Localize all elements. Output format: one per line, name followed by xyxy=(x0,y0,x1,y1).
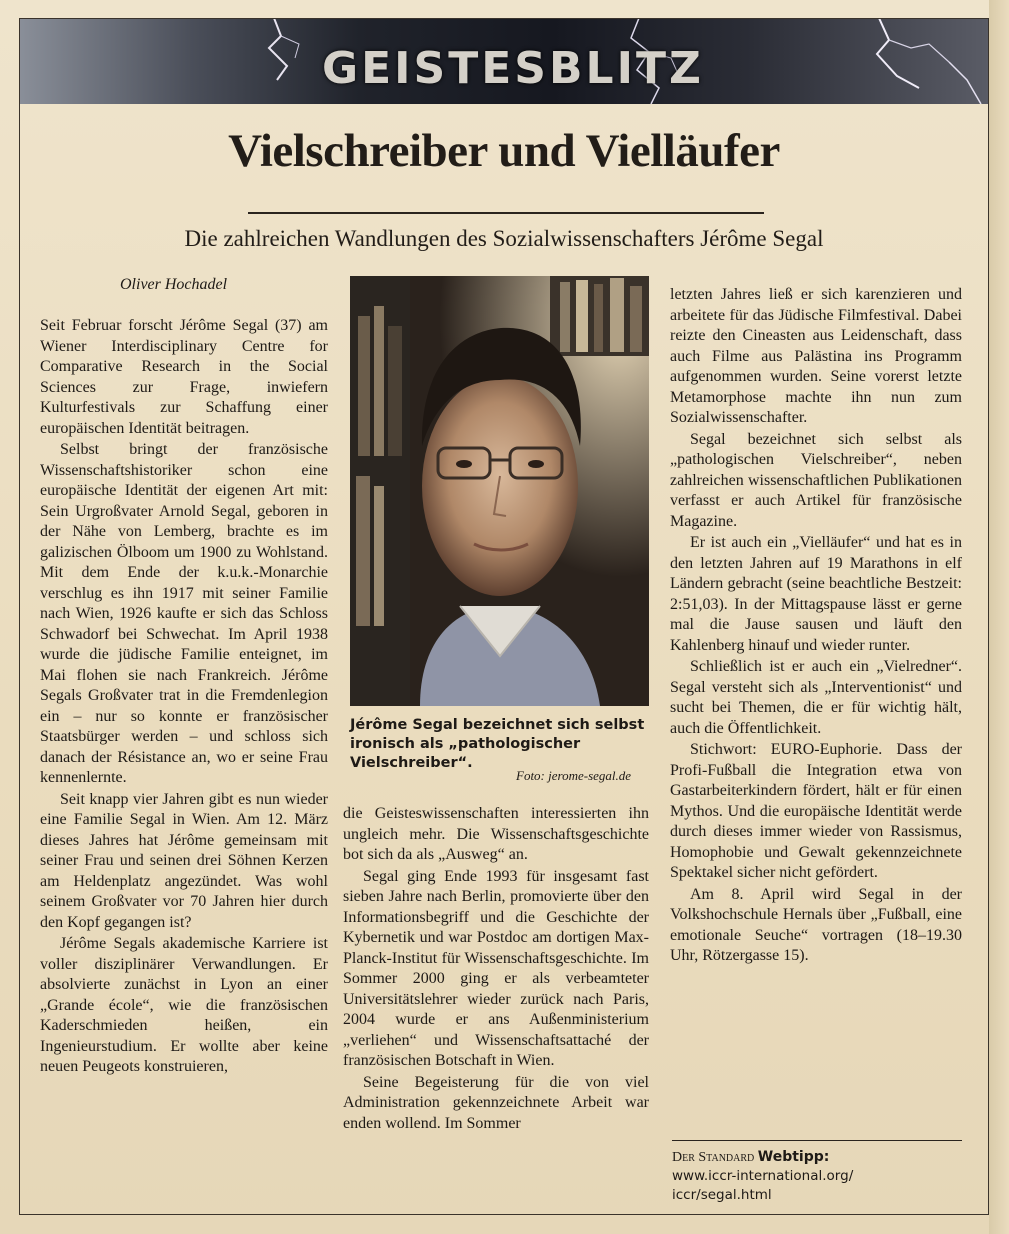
column-3 xyxy=(670,285,962,968)
paragraph: letzten Jahres ließ er sich karenzieren und arbeitete für das Jüdische Filmfestival. Dabei reizte den Cineasten aus Leidenschaft, dass auch Filme aus Palästina ins Programm aufgenommen wurden. Seine vorerst letzte Metamorphose machte ihn nun zum Sozialwissenschafter. xyxy=(670,286,962,426)
paragraph: Stichwort: EURO-Euphorie. Dass der Profi-Fußball die Integration etwa von Gastarbeiterkindern fördert, hält er für einen Mythos. Und die europäische Identität werde durch dieses immer wieder von Rassismus, Homophobie und Gewalt gekennzeichnete Spektakel sicher nicht gefördert. xyxy=(670,741,962,881)
photo-caption xyxy=(350,716,650,773)
webtipp-label xyxy=(672,1148,972,1167)
portrait-photo xyxy=(350,276,649,706)
paragraph: Selbst bringt der französische Wissenschaftshistoriker schon eine europäische Identität der eigenen Art mit: Sein Urgroßvater Arnold Segal, geboren in der Nähe von Lemberg, brachte es im galizischen Ölboom um 1900 zu Wohlstand. Mit dem Ende der k.u.k.-Monarchie verschlug es ihn 1917 mit seiner Familie nach Wien, 1926 kaufte er sich das Schloss Schwadorf bei Schwechat. Im April 1938 wurde die jüdische Familie enteignet, im Mai flohen sie nach Frankreich. Jérôme Segals Großvater trat in die Fremdenlegion ein – nur so konnte er französischer Staatsbürger werden – und schloss sich danach der Résistance an, wo er seine Frau kennenlernte. xyxy=(40,441,328,786)
paragraph: die Geisteswissenschaften interessierten ihn ungleich mehr. Die Wissenschaftsgeschichte bot sich da als „Ausweg“ an. xyxy=(343,805,649,863)
webtipp-link-1[interactable]: www.iccr-international.org/ xyxy=(672,1168,854,1184)
paragraph: Schließlich ist er auch ein „Vielredner“. Segal versteht sich als „Interventionist“ und sucht bei Themen, die er für wichtig hält, auch die Öffentlichkeit. xyxy=(670,658,962,737)
paragraph: Jérôme Segals akademische Karriere ist voller disziplinärer Verwandlungen. Er absolvierte zunächst in Lyon an einer „Grande école“, wie die französischen Kaderschmieden heißen, ein Ingenieurstudium. Er wollte aber keine neuen Peugeots konstruieren, xyxy=(40,935,328,1075)
webtipp-brand: Der Standard xyxy=(672,1150,755,1165)
page-edge xyxy=(989,0,1009,1234)
caption-text: Jérôme Segal bezeichnet sich selbst ironisch als „pathologischer Vielschreiber“. xyxy=(350,717,645,771)
author-byline: Oliver Hochadel xyxy=(120,276,228,293)
paragraph: Seit Februar forscht Jérôme Segal (37) am Wiener Interdisciplinary Centre for Comparative Research in the Social Sciences zur Frage, inwiefern Kulturfestivals zur Schaffung einer europäischen Identität beitragen. xyxy=(40,317,328,437)
webtipp-word: Webtipp: xyxy=(757,1149,830,1165)
paragraph: Er ist auch ein „Vielläufer“ und hat es in den letzten Jahren auf 19 Marathons in elf Ländern gebracht (seine beachtliche Bestzeit: 2:51,03). In der Mittagspause lässt er gerne mal die Jause sausen und läuft den Kahlenberg hinauf und wieder runter. xyxy=(670,534,962,654)
paragraph: Am 8. April wird Segal in der Volkshochschule Hernals über „Fußball, eine emotionale Seuche“ vortragen (18–19.30 Uhr, Rötzergasse 15). xyxy=(670,885,962,964)
paragraph: Segal bezeichnet sich selbst als „pathologischen Vielschreiber“, neben zahlreichen wissenschaftlichen Publikationen verfasst er auch Artikel für französische Magazine. xyxy=(670,430,962,530)
paragraph: Segal ging Ende 1993 für insgesamt fast sieben Jahre nach Berlin, promovierte über den Informationsbegriff und die Geschichte der Kybernetik und war Postdoc am dortigen Max-Planck-Institut für Wissenschaftsgeschichte. Im Sommer 2000 ging er als verbeamteter Universitätslehrer wieder zurück nach Paris, 2004 wurde er ans Außenministerium „verliehen“ und Wissenschaftsattaché der französischen Botschaft in Wien. xyxy=(343,867,649,1069)
webtipp-box xyxy=(672,1148,972,1205)
section-kicker: GEISTESBLITZ xyxy=(322,43,704,94)
article-subhead: Die zahlreichen Wandlungen des Sozialwissenschafters Jérôme Segal xyxy=(184,226,824,251)
column-1 xyxy=(40,316,328,1079)
photo-credit: Foto: jerome-segal.de xyxy=(516,768,632,783)
paragraph: Seit knapp vier Jahren gibt es nun wieder eine Familie Segal in Wien. Am 12. März dieses Jahres hat Jérôme gemeinsam mit seiner Frau und seinen drei Söhnen Kerzen am Heldenplatz angezündet. Was wohl seinem Großvater vor 70 Jahren hier durch den Kopf gegangen ist? xyxy=(40,790,328,931)
webtipp-rule xyxy=(672,1140,962,1141)
webtipp-link-2[interactable]: iccr/segal.html xyxy=(672,1187,772,1203)
article-headline: Vielschreiber und Vielläufer xyxy=(228,125,780,177)
headline-rule xyxy=(248,212,764,214)
column-2 xyxy=(343,804,649,1135)
paragraph: Seine Begeisterung für die von viel Administration gekennzeichnete Arbeit war enden wollend. Im Sommer xyxy=(343,1073,649,1132)
portrait-image xyxy=(350,276,649,706)
